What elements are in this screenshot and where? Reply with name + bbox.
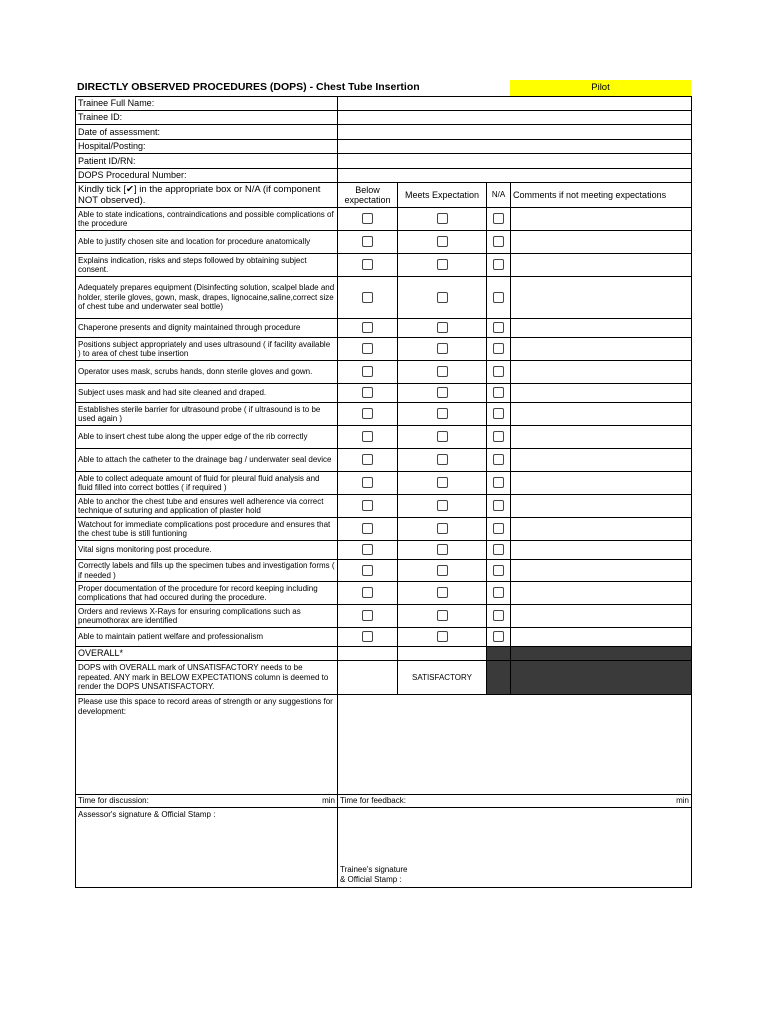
na-cell [487,319,511,338]
satisfactory-shaded-comments [511,661,692,695]
below-checkbox[interactable] [362,544,373,555]
meets-cell [398,403,487,426]
comment-cell[interactable] [511,231,692,254]
info-value-id[interactable] [338,111,692,125]
below-cell [338,338,398,361]
overall-meets-cell[interactable] [398,647,487,661]
time-feedback-cell[interactable] [338,795,692,808]
comment-cell[interactable] [511,605,692,628]
na-cell [487,361,511,384]
competency-label: Able to attach the catheter to the drainage bag / underwater seal device [76,449,338,472]
meets-checkbox[interactable] [437,292,448,303]
meets-checkbox[interactable] [437,236,448,247]
time-discussion-unit: min [322,796,335,806]
competency-row [76,541,692,560]
development-notes-area[interactable] [338,695,692,795]
na-checkbox[interactable] [493,366,504,377]
below-checkbox[interactable] [362,587,373,598]
overall-below-cell[interactable] [338,647,398,661]
competency-label: Correctly labels and fills up the specimen tubes and investigation forms ( if needed ) [76,560,338,582]
meets-checkbox[interactable] [437,431,448,442]
meets-checkbox[interactable] [437,454,448,465]
instruction-header: Kindly tick [✔] in the appropriate box or N/A (if component NOT observed). [76,183,338,208]
info-value-hospital[interactable] [338,140,692,154]
below-cell [338,208,398,231]
na-checkbox[interactable] [493,343,504,354]
below-cell [338,472,398,495]
satisfactory-label: SATISFACTORY [398,661,487,695]
meets-cell [398,384,487,403]
competency-label: Able to anchor the chest tube and ensures well adherence via correct technique of suturing and application of plaster hold [76,495,338,518]
na-checkbox[interactable] [493,259,504,270]
na-checkbox[interactable] [493,322,504,333]
meets-cell [398,319,487,338]
below-cell [338,560,398,582]
meets-cell [398,541,487,560]
na-checkbox[interactable] [493,292,504,303]
competency-label: Adequately prepares equipment (Disinfecting solution, scalpel blade and holder, sterile gloves, gown, mask, drapes, lignocaine,saline,correct size of chest tube and underwater seal bottle) [76,277,338,319]
meets-checkbox[interactable] [437,610,448,621]
na-cell [487,338,511,361]
below-cell [338,518,398,541]
na-cell [487,605,511,628]
pilot-label: Pilot [510,80,691,96]
competency-row [76,338,692,361]
competency-row [76,449,692,472]
below-cell [338,384,398,403]
meets-cell [398,277,487,319]
na-cell [487,254,511,277]
below-checkbox[interactable] [362,322,373,333]
na-checkbox[interactable] [493,631,504,642]
below-checkbox[interactable] [362,610,373,621]
meets-cell [398,208,487,231]
comment-cell[interactable] [511,560,692,582]
meets-cell [398,338,487,361]
below-expectation-header: Below expectation [338,183,398,208]
below-checkbox[interactable] [362,408,373,419]
meets-checkbox[interactable] [437,523,448,534]
below-cell [338,541,398,560]
below-cell [338,361,398,384]
na-checkbox[interactable] [493,454,504,465]
comment-cell[interactable] [511,277,692,319]
below-cell [338,582,398,605]
meets-checkbox[interactable] [437,587,448,598]
competency-row [76,518,692,541]
na-checkbox[interactable] [493,565,504,576]
competency-row [76,403,692,426]
comment-cell[interactable] [511,384,692,403]
comment-cell[interactable] [511,426,692,449]
comment-cell[interactable] [511,582,692,605]
competency-row [76,254,692,277]
form-title: DIRECTLY OBSERVED PROCEDURES (DOPS) - Chest Tube Insertion [77,81,420,93]
competency-label: Proper documentation of the procedure for record keeping including complications that had occured during the procedure. [76,582,338,605]
assessor-signature-label: Assessor's signature & Official Stamp : [78,810,216,819]
na-checkbox[interactable] [493,236,504,247]
info-value-patient[interactable] [338,154,692,169]
competency-label: Able to state indications, contraindications and possible complications of the procedure [76,208,338,231]
below-cell [338,319,398,338]
comment-cell[interactable] [511,495,692,518]
meets-checkbox[interactable] [437,631,448,642]
comment-cell[interactable] [511,403,692,426]
meets-checkbox[interactable] [437,366,448,377]
meets-cell [398,628,487,647]
info-value-procedural-number[interactable] [338,169,692,183]
below-cell [338,495,398,518]
below-checkbox[interactable] [362,387,373,398]
na-cell [487,472,511,495]
competency-row [76,319,692,338]
competency-row [76,384,692,403]
meets-checkbox[interactable] [437,500,448,511]
competency-row [76,277,692,319]
na-cell [487,628,511,647]
na-header: N/A [487,183,511,208]
competency-row [76,628,692,647]
below-checkbox[interactable] [362,236,373,247]
below-checkbox[interactable] [362,292,373,303]
below-checkbox[interactable] [362,431,373,442]
meets-cell [398,582,487,605]
competency-row [76,426,692,449]
info-label-hospital: Hospital/Posting: [76,140,338,154]
comment-cell[interactable] [511,338,692,361]
meets-expectation-header: Meets Expectation [398,183,487,208]
below-cell [338,628,398,647]
below-cell [338,254,398,277]
competency-label: Subject uses mask and had site cleaned and draped. [76,384,338,403]
dops-form [75,80,691,888]
below-checkbox[interactable] [362,631,373,642]
unsatisfactory-note: DOPS with OVERALL mark of UNSATISFACTORY needs to be repeated. ANY mark in BELOW EXPECTATIONS column is deemed to render the DOPS UNSATISFACTORY. [76,661,338,695]
development-prompt: Please use this space to record areas of strength or any suggestions for development: [76,695,338,795]
comment-cell[interactable] [511,449,692,472]
competency-row [76,361,692,384]
info-label-patient: Patient ID/RN: [76,154,338,169]
competency-label: Vital signs monitoring post procedure. [76,541,338,560]
trainee-signature-label-1: Trainee's signature [340,865,408,874]
competency-row [76,208,692,231]
info-label-date: Date of assessment: [76,125,338,140]
info-value-date[interactable] [338,125,692,140]
na-cell [487,495,511,518]
overall-unsatisfactory-cell[interactable] [338,661,398,695]
meets-checkbox[interactable] [437,408,448,419]
competency-label: Explains indication, risks and steps followed by obtaining subject consent. [76,254,338,277]
meets-checkbox[interactable] [437,213,448,224]
below-checkbox[interactable] [362,343,373,354]
na-checkbox[interactable] [493,213,504,224]
meets-checkbox[interactable] [437,343,448,354]
below-cell [338,277,398,319]
na-cell [487,426,511,449]
na-cell [487,403,511,426]
competency-row [76,560,692,582]
na-checkbox[interactable] [493,500,504,511]
below-checkbox[interactable] [362,259,373,270]
meets-cell [398,449,487,472]
na-cell [487,384,511,403]
competency-label: Able to insert chest tube along the upper edge of the rib correctly [76,426,338,449]
comment-cell[interactable] [511,254,692,277]
below-checkbox[interactable] [362,213,373,224]
meets-cell [398,426,487,449]
meets-cell [398,231,487,254]
comment-cell[interactable] [511,472,692,495]
overall-shaded-comments [511,647,692,661]
below-cell [338,231,398,254]
info-value-name[interactable] [338,97,692,111]
competency-label: Operator uses mask, scrubs hands, donn sterile gloves and gown. [76,361,338,384]
competency-label: Positions subject appropriately and uses ultrasound ( if facility available ) to area of chest tube insertion [76,338,338,361]
below-cell [338,403,398,426]
comment-cell[interactable] [511,208,692,231]
na-cell [487,277,511,319]
meets-cell [398,254,487,277]
na-checkbox[interactable] [493,431,504,442]
competency-label: Able to justify chosen site and location for procedure anatomically [76,231,338,254]
overall-label: OVERALL* [76,647,338,661]
competency-row [76,472,692,495]
competency-row [76,231,692,254]
info-label-procedural-number: DOPS Procedural Number: [76,169,338,183]
trainee-signature-label-2: & Official Stamp : [340,874,402,884]
meets-cell [398,361,487,384]
na-checkbox[interactable] [493,587,504,598]
meets-cell [398,605,487,628]
below-checkbox[interactable] [362,366,373,377]
competency-label: Orders and reviews X-Rays for ensuring complications such as pneumothorax are identified [76,605,338,628]
time-discussion-label: Time for discussion: [78,796,149,806]
comment-cell[interactable] [511,518,692,541]
na-cell [487,449,511,472]
comment-cell[interactable] [511,541,692,560]
competency-label: Establishes sterile barrier for ultrasound probe ( if ultrasound is to be used again ) [76,403,338,426]
competency-row [76,582,692,605]
below-checkbox[interactable] [362,454,373,465]
competency-label: Able to maintain patient welfare and professionalism [76,628,338,647]
na-cell [487,541,511,560]
time-feedback-unit: min [676,796,689,806]
below-checkbox[interactable] [362,565,373,576]
competency-label: Watchout for immediate complications post procedure and ensures that the chest tube is still funtioning [76,518,338,541]
competency-label: Able to collect adequate amount of fluid for pleural fluid analysis and fluid filled into correct bottles ( if required ) [76,472,338,495]
na-cell [487,231,511,254]
meets-cell [398,472,487,495]
overall-shaded-cell [487,647,511,661]
na-cell [487,560,511,582]
time-discussion-cell[interactable] [76,795,338,808]
meets-cell [398,495,487,518]
competency-row [76,495,692,518]
na-checkbox[interactable] [493,523,504,534]
na-checkbox[interactable] [493,544,504,555]
below-cell [338,426,398,449]
below-cell [338,605,398,628]
meets-checkbox[interactable] [437,387,448,398]
meets-cell [398,560,487,582]
below-cell [338,449,398,472]
competency-row [76,605,692,628]
meets-checkbox[interactable] [437,565,448,576]
below-checkbox[interactable] [362,523,373,534]
below-checkbox[interactable] [362,477,373,488]
na-checkbox[interactable] [493,387,504,398]
time-feedback-label: Time for feedback: [340,796,406,806]
na-checkbox[interactable] [493,408,504,419]
meets-checkbox[interactable] [437,322,448,333]
competency-label: Chaperone presents and dignity maintained through procedure [76,319,338,338]
trainee-signature-cell[interactable] [338,808,692,888]
meets-checkbox[interactable] [437,477,448,488]
comment-cell[interactable] [511,361,692,384]
na-cell [487,582,511,605]
meets-checkbox[interactable] [437,259,448,270]
info-label-name: Trainee Full Name: [76,97,338,111]
meets-cell [398,518,487,541]
assessor-signature-cell[interactable] [76,808,338,888]
form-header [75,80,691,96]
satisfactory-shaded-na [487,661,511,695]
comment-cell[interactable] [511,628,692,647]
below-checkbox[interactable] [362,500,373,511]
na-checkbox[interactable] [493,477,504,488]
meets-checkbox[interactable] [437,544,448,555]
na-cell [487,208,511,231]
na-checkbox[interactable] [493,610,504,621]
dops-table [75,96,692,888]
comment-cell[interactable] [511,319,692,338]
comments-header: Comments if not meeting expectations [511,183,692,208]
info-label-id: Trainee ID: [76,111,338,125]
na-cell [487,518,511,541]
